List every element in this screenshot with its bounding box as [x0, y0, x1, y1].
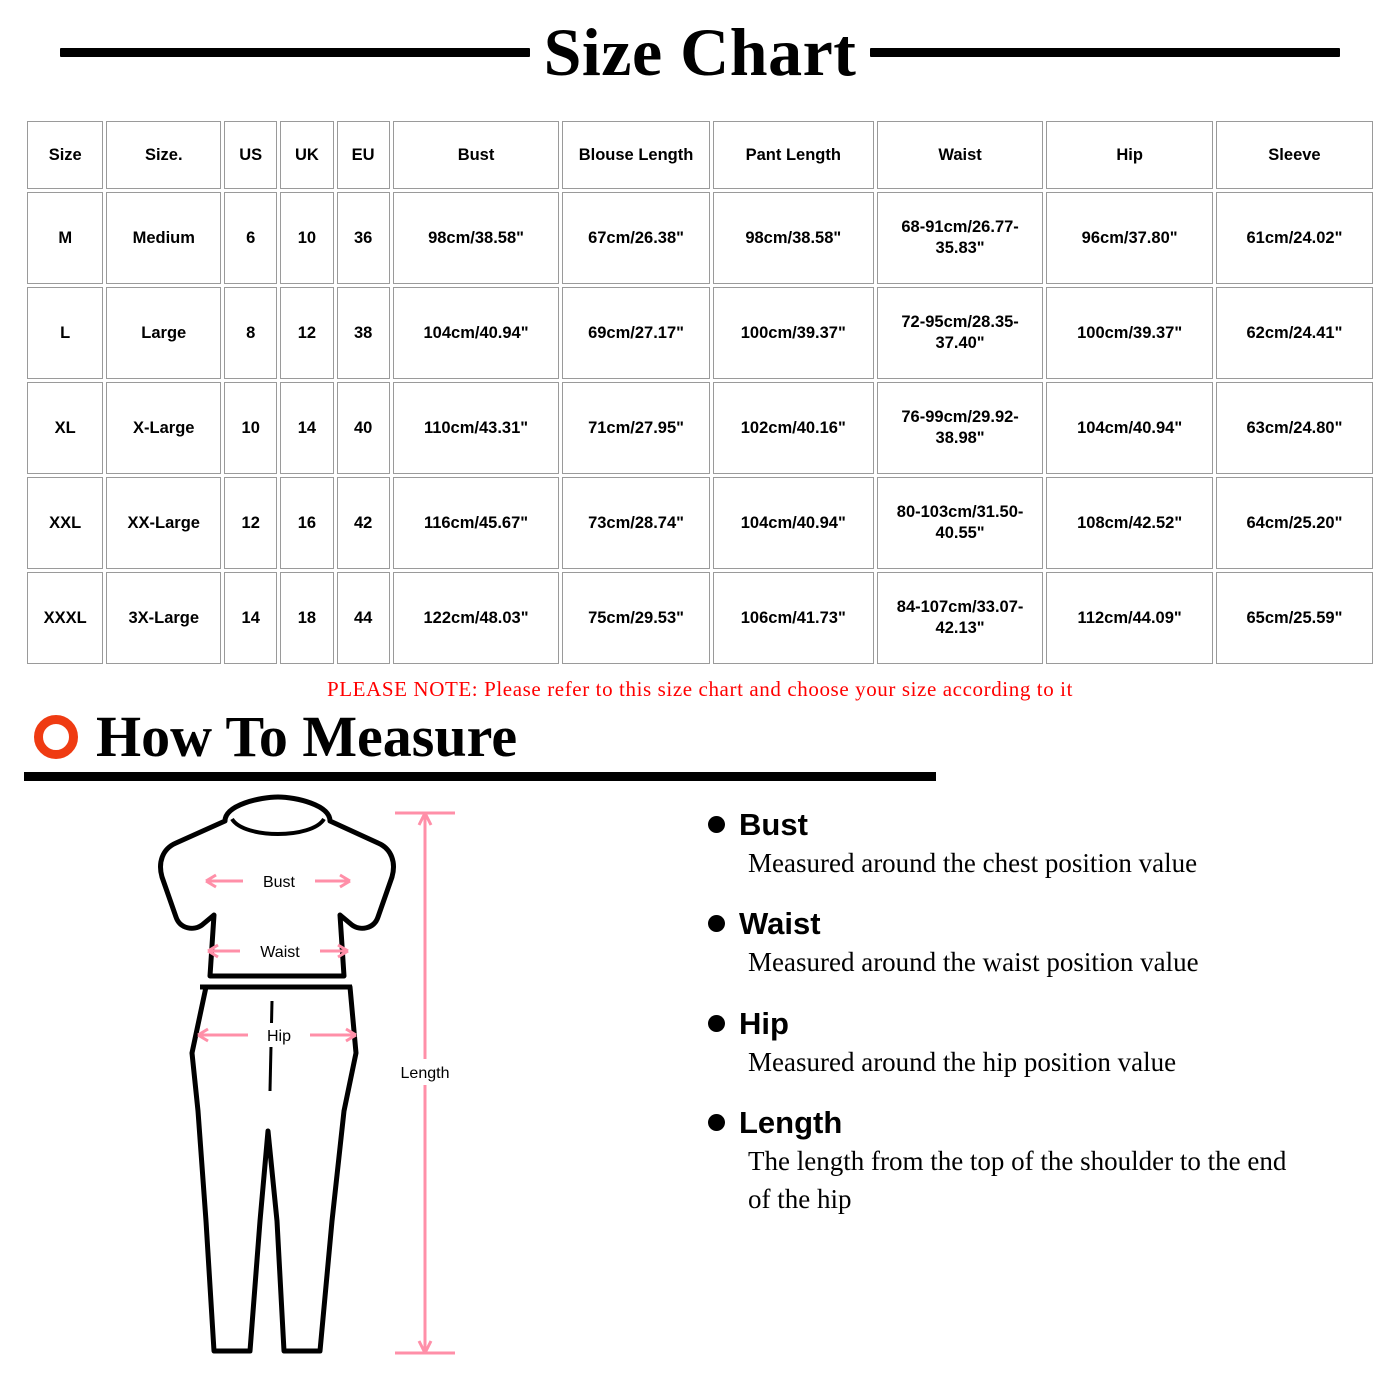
column-header-pant-length: Pant Length — [713, 121, 874, 189]
how-to-measure-rule — [24, 772, 936, 781]
cell-uk: 10 — [280, 192, 333, 284]
size-chart-note: PLEASE NOTE: Please refer to this size chart and choose your size according to it — [326, 677, 1074, 701]
cell-waist: 76-99cm/29.92-38.98" — [877, 382, 1044, 474]
column-header-sleeve: Sleeve — [1216, 121, 1373, 189]
cell-hip: 96cm/37.80" — [1046, 192, 1213, 284]
cell-size-name: X-Large — [106, 382, 221, 474]
column-header-eu: EU — [337, 121, 390, 189]
cell-waist: 84-107cm/33.07-42.13" — [877, 572, 1044, 664]
cell-eu: 38 — [337, 287, 390, 379]
cell-sleeve: 64cm/25.20" — [1216, 477, 1373, 569]
cell-hip: 108cm/42.52" — [1046, 477, 1213, 569]
cell-eu: 36 — [337, 192, 390, 284]
legend-desc-hip: Measured around the hip position value — [748, 1046, 1177, 1077]
bullet-dot-icon — [708, 1015, 725, 1032]
cell-hip: 112cm/44.09" — [1046, 572, 1213, 664]
column-header-blouse-length: Blouse Length — [562, 121, 709, 189]
cell-pant-length: 98cm/38.58" — [713, 192, 874, 284]
legend-item-bust — [700, 809, 1370, 882]
page-title-row — [0, 0, 1400, 96]
measurement-figure — [0, 791, 680, 1371]
legend-label-hip: Hip — [739, 1005, 789, 1041]
column-header-hip: Hip — [1046, 121, 1213, 189]
circle-bullet-icon — [34, 715, 78, 759]
cell-waist: 68-91cm/26.77-35.83" — [877, 192, 1044, 284]
cell-blouse-length: 75cm/29.53" — [562, 572, 709, 664]
cell-size-name: Large — [106, 287, 221, 379]
legend-item-hip — [700, 1005, 1370, 1081]
cell-blouse-length: 71cm/27.95" — [562, 382, 709, 474]
bullet-dot-icon — [708, 1114, 725, 1131]
legend-label-bust: Bust — [739, 807, 808, 842]
column-header-bust: Bust — [393, 121, 560, 189]
cell-size: XL — [27, 382, 103, 474]
column-header-us: US — [224, 121, 277, 189]
cell-pant-length: 104cm/40.94" — [713, 477, 874, 569]
cell-bust: 116cm/45.67" — [393, 477, 560, 569]
cell-size: XXXL — [27, 572, 103, 664]
cell-pant-length: 106cm/41.73" — [713, 572, 874, 664]
cell-us: 8 — [224, 287, 277, 379]
cell-us: 10 — [224, 382, 277, 474]
cell-us: 6 — [224, 192, 277, 284]
cell-size: L — [27, 287, 103, 379]
column-header-size: Size — [27, 121, 103, 189]
cell-uk: 14 — [280, 382, 333, 474]
cell-hip: 104cm/40.94" — [1046, 382, 1213, 474]
cell-eu: 40 — [337, 382, 390, 474]
cell-eu: 42 — [337, 477, 390, 569]
column-header-waist: Waist — [877, 121, 1044, 189]
table-row — [27, 382, 1373, 474]
bullet-dot-icon — [708, 915, 725, 932]
title-rule-left — [60, 48, 530, 57]
how-to-measure-header — [0, 702, 1400, 769]
legend-desc-bust: Measured around the chest position value — [748, 848, 1198, 878]
figure-svg — [0, 791, 680, 1371]
title-rule-right — [870, 48, 1340, 57]
figure-label-hip: Hip — [266, 1028, 292, 1045]
cell-sleeve: 65cm/25.59" — [1216, 572, 1373, 664]
cell-blouse-length: 67cm/26.38" — [562, 192, 709, 284]
table-header-row — [27, 121, 1373, 189]
figure-label-bust: Bust — [262, 874, 296, 891]
page-title: Size Chart — [543, 14, 857, 90]
table-row — [27, 192, 1373, 284]
legend-item-waist — [700, 908, 1370, 981]
cell-hip: 100cm/39.37" — [1046, 287, 1213, 379]
cell-blouse-length: 73cm/28.74" — [562, 477, 709, 569]
size-table-wrapper — [0, 96, 1400, 667]
cell-waist: 80-103cm/31.50-40.55" — [877, 477, 1044, 569]
how-to-measure-body — [0, 781, 1400, 1371]
cell-pant-length: 100cm/39.37" — [713, 287, 874, 379]
measurement-legend — [680, 791, 1400, 1371]
table-row — [27, 572, 1373, 664]
figure-label-length: Length — [400, 1065, 450, 1082]
cell-eu: 44 — [337, 572, 390, 664]
cell-size-name: Medium — [106, 192, 221, 284]
figure-label-waist: Waist — [260, 944, 300, 961]
column-header-size-name: Size. — [106, 121, 221, 189]
how-to-measure-title: How To Measure — [96, 704, 518, 769]
cell-size-name: 3X-Large — [106, 572, 221, 664]
cell-pant-length: 102cm/40.16" — [713, 382, 874, 474]
cell-blouse-length: 69cm/27.17" — [562, 287, 709, 379]
cell-bust: 98cm/38.58" — [393, 192, 560, 284]
legend-item-length — [700, 1104, 1370, 1219]
cell-sleeve: 63cm/24.80" — [1216, 382, 1373, 474]
cell-us: 12 — [224, 477, 277, 569]
legend-label-waist: Waist — [739, 906, 821, 942]
table-row — [27, 287, 1373, 379]
cell-sleeve: 62cm/24.41" — [1216, 287, 1373, 379]
table-row — [27, 477, 1373, 569]
cell-size: XXL — [27, 477, 103, 569]
cell-bust: 104cm/40.94" — [393, 287, 560, 379]
size-chart-table — [24, 118, 1376, 667]
cell-bust: 122cm/48.03" — [393, 572, 560, 664]
cell-uk: 12 — [280, 287, 333, 379]
legend-desc-length: The length from the top of the shoulder to the end of the hip — [748, 1145, 1287, 1215]
bullet-dot-icon — [708, 816, 725, 833]
legend-label-length: Length — [739, 1104, 843, 1140]
cell-sleeve: 61cm/24.02" — [1216, 192, 1373, 284]
cell-waist: 72-95cm/28.35-37.40" — [877, 287, 1044, 379]
cell-size: M — [27, 192, 103, 284]
legend-desc-waist: Measured around the waist position value — [748, 947, 1199, 978]
cell-bust: 110cm/43.31" — [393, 382, 560, 474]
column-header-uk: UK — [280, 121, 333, 189]
cell-size-name: XX-Large — [106, 477, 221, 569]
cell-uk: 18 — [280, 572, 333, 664]
cell-us: 14 — [224, 572, 277, 664]
cell-uk: 16 — [280, 477, 333, 569]
